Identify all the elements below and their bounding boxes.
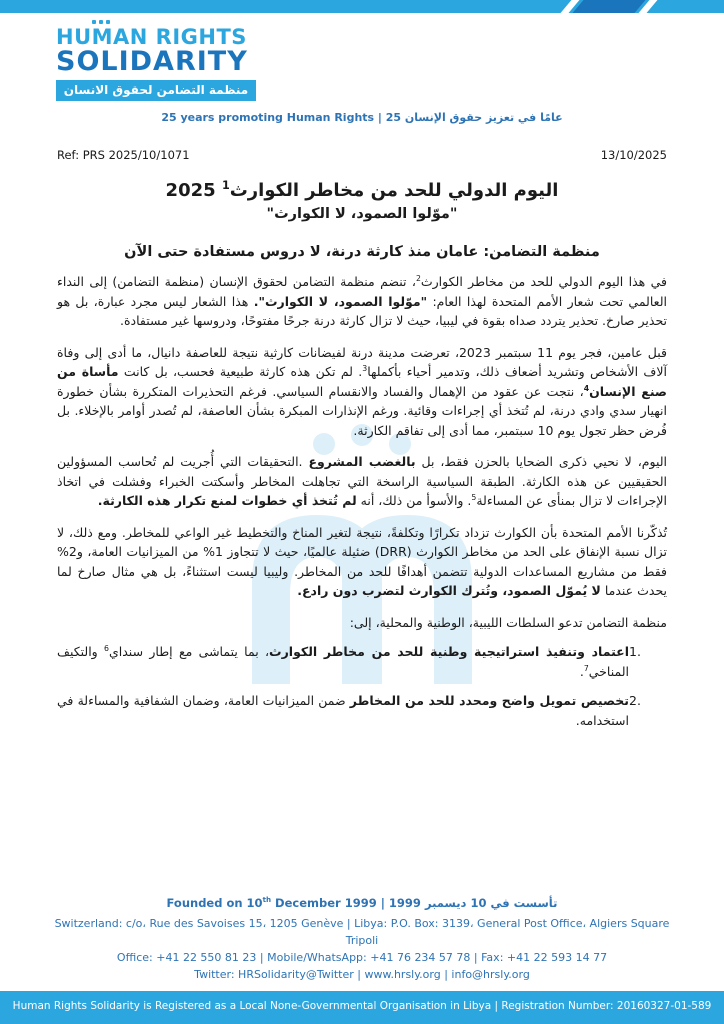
address-line-2: Tripoli (345, 933, 379, 947)
logo-line2: SOLIDARITY (56, 46, 248, 78)
body-content (0, 260, 724, 730)
document-subtitle: "موّلوا الصمود، لا الكوارث" (266, 206, 458, 223)
contact-line: Office: +41 22 550 81 23 | Mobile/WhatsApp: +41 76 234 57 78 | Fax: +41 22 593 14 77 (116, 950, 608, 964)
reference-row (0, 148, 724, 162)
list-item-text: تخصيص تمويل واضح ومحدد للحد من المخاطر ضمن الميزانيات العامة، وضمان الشفافية والمساءلة في استخدامه. (57, 693, 629, 728)
top-bar-dark-segment (573, 0, 646, 13)
logo-line1: HUMAN RIGHTS (56, 25, 247, 49)
call-to-action: منظمة التضامن تدعو السلطات الليبية، الوطنية والمحلية، إلى: (349, 614, 667, 630)
list-item-number: 1. (629, 644, 641, 660)
paragraph-4: تُذكّرنا الأمم المتحدة بأن الكوارث تزداد تكرارًا وتكلفةً، نتيجة لتغير المناخ والتخطيط غير الواعي للمخاطر. ومع ذلك، لا تزال نسبة الإنفاق على الحد من مخاطر الكوارث (DRR) ضئيلة عالميًا، حيث لا تتجاوز 1% من الميزانيات العامة، و2% فقط من مشاريع المساعدات الدولية تتضمن أهدافًا للحد من المخاطر. وليبيا ليست استثناءً، بل هي مثال صارخ لما يحدث عندما لا يُموّل الصمود، وتُترك الكوارث لتضرب دون رادع. (57, 524, 667, 599)
footer (0, 889, 724, 991)
document-title: اليوم الدولي للحد من مخاطر الكوارث$^1$ 2025 (165, 179, 559, 202)
list-item-number: 2. (629, 693, 641, 709)
logo-people-dots-icon (92, 20, 110, 24)
organization-logo (56, 26, 256, 101)
list-item (57, 691, 667, 730)
document-date: 13/10/2025 (600, 148, 667, 163)
demands-list (57, 642, 667, 730)
registration-bar: Human Rights Solidarity is Registered as a Local None-Governmental Organisation in Libya | Registration Number: 20160327-01-589 (0, 991, 724, 1024)
statement-heading: منظمة التضامن: عامان منذ كارثة درنة، لا دروس مستفادة حتى الآن (124, 244, 600, 261)
paragraph-1: في هذا اليوم الدولي للحد من مخاطر الكوارث$^2$، تنضم منظمة التضامن لحقوق الإنسان (منظمة التضامن) إلى النداء العالمي تحت شعار الأمم المتحدة لهذا العام: "موّلوا الصمود، لا الكوارث". هذا الشعار ليس مجرد عبارة، بل هو تحذير صارخ. تحذير يتردد صداه بقوة في ليبيا، حيث لا تزال كارثة درنة جرحًا مفتوحًا، ودروسها غير مستفادة. (57, 274, 667, 329)
logo-arabic-banner: منظمة التضامن لحقوق الانسان (56, 80, 256, 101)
list-item-text: اعتماد وتنفيذ استراتيجية وطنية للحد من مخاطر الكوارث، بما يتماشى مع إطار سنداي$^6$ والتكيف المناخي$^7$. (57, 644, 629, 679)
top-decorative-bar (0, 0, 724, 13)
paragraph-3: اليوم، لا نحيي ذكرى الضحايا بالحزن فقط، بل بالغضب المشروع .التحقيقات التي أُجريت لم تُحاسب المسؤولين الحقيقيين عن هذه الكارثة. الطبقة السياسية الراسخة التي تجاهلت المخاطر وأسكتت الخبراء وفشلت في اتخاذ الإجراءات لا تزال بمنأى عن المساءلة$^5$. والأسوأ من ذلك، أنه لم تُتخذ أي خطوات لمنع تكرار هذه الكارثة. (57, 454, 668, 509)
paragraph-2: قبل عامين، فجر يوم 11 سبتمبر 2023، تعرضت مدينة درنة لفيضانات كارثية نتيجة للعاصفة دانيال، ما أدى إلى وفاة آلاف الأشخاص وتشريد أضعاف ذلك، وتدمير أحياء بأكملها$^3$. لم تكن هذه كارثة طبيعية فحسب، بل كانت مأساة من صنع الإنسان$^4$، نتجت عن عقود من الإهمال والفساد والانقسام السياسي. فرغم التحذيرات المتكررة بشأن خطورة انهيار سدي وادي درنة، لم تُتخذ أي إجراءات وقائية. ورغم الإنذارات المبكرة بشأن العاصفة، لم تُصدر أوامر بالإخلاء. بل فُرض حظر تجول يوم 10 سبتمبر، مما أدى إلى تفاقم الكارثة. (57, 344, 667, 438)
founded-line: Founded on 10th December 1999 | تأسست في 10 ديسمبر 1999 (166, 895, 558, 910)
reference-number: Ref: PRS 2025/10/1071 (57, 148, 190, 163)
address-line-1: Switzerland: c/o، Rue des Savoises 15، 1205 Genève | Libya: P.O. Box: 3139، General Post Office، Algiers Square (54, 916, 670, 930)
list-item (57, 642, 667, 681)
anniversary-tagline: 25 years promoting Human Rights | 25 عامًا في تعزيز حقوق الإنسان (161, 111, 563, 125)
online-line: Twitter: HRSolidarity@Twitter | www.hrsly.org | info@hrsly.org (194, 967, 530, 981)
